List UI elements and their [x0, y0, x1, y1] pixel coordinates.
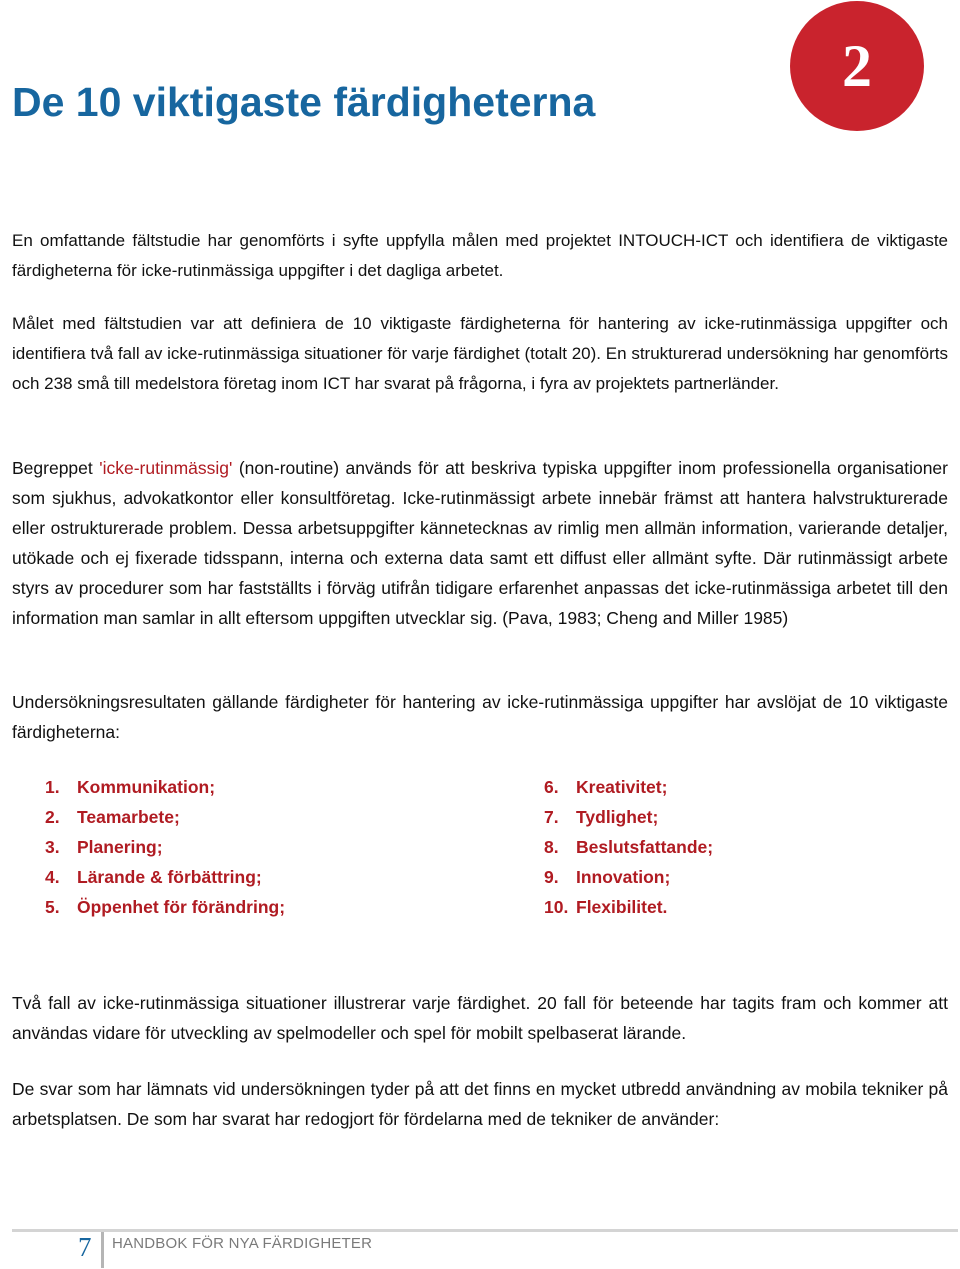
footer-separator	[101, 1232, 104, 1268]
list-item	[45, 802, 285, 832]
list-item-label: Innovation;	[576, 867, 671, 887]
list-item-number: 4.	[45, 867, 60, 887]
list-item-label: Beslutsfattande;	[576, 837, 714, 857]
page-title: De 10 viktigaste färdigheterna	[12, 79, 596, 125]
list-item-number: 5.	[45, 897, 60, 917]
definition-text-before: Begreppet	[12, 458, 100, 478]
definition-term: 'icke-rutinmässig'	[99, 458, 233, 478]
list-item	[45, 832, 285, 862]
paragraph-definition	[12, 453, 948, 633]
list-item-label: Kommunikation;	[77, 777, 216, 797]
paragraph-mobile-use: De svar som har lämnats vid undersökningen tyder på att det finns en mycket utbredd användning av mobila tekniker på arbetsplatsen. De som har svarat har redogjort för fördelarna med de tekniker de använder:	[12, 1079, 948, 1129]
list-item-number: 3.	[45, 837, 60, 857]
list-item-label: Öppenhet för förändring;	[77, 897, 286, 917]
list-item-label: Teamarbete;	[77, 807, 180, 827]
paragraph-intro: En omfattande fältstudie har genomförts i syfte uppfylla målen med projektet INTOUCH-ICT och identifiera de viktigaste färdigheterna för icke-rutinmässiga uppgifter i det dagliga arbetet.	[12, 231, 948, 280]
paragraph-cases: Två fall av icke-rutinmässiga situationer illustrerar varje färdighet. 20 fall för beteende har tagits fram och kommer att användas vidare för utveckling av spelmodeller och spel för mobilt spelbaserat lärande.	[12, 993, 948, 1043]
list-item-number: 1.	[45, 777, 60, 797]
skills-list-left	[45, 772, 285, 922]
list-item-number: 2.	[45, 807, 60, 827]
footer-divider	[12, 1229, 958, 1232]
list-item	[45, 862, 285, 892]
list-item	[544, 832, 713, 862]
paragraph-goal: Målet med fältstudien var att definiera de 10 viktigaste färdigheterna för hantering av icke-rutinmässiga uppgifter och identifiera två fall av icke-rutinmässiga situationer för varje färdighet (totalt 20). En strukturerad undersökning har genomförts och 238 små till medelstora företag inom ICT har svarat på frågorna, i fyra av projektets partnerländer.	[12, 314, 948, 393]
list-item-label: Flexibilitet.	[576, 897, 668, 917]
list-item-number: 6.	[544, 777, 559, 797]
list-item-label: Planering;	[77, 837, 163, 857]
list-item	[544, 772, 713, 802]
list-item-number: 9.	[544, 867, 559, 887]
list-item	[45, 892, 285, 922]
list-item-label: Tydlighet;	[576, 807, 659, 827]
page-number: 7	[78, 1232, 92, 1262]
paragraph-results: Undersökningsresultaten gällande färdigheter för hantering av icke-rutinmässiga uppgifter har avslöjat de 10 viktigaste färdigheterna:	[12, 692, 948, 742]
list-item	[544, 802, 713, 832]
list-item-number: 7.	[544, 807, 559, 827]
list-item-number: 10.	[544, 897, 569, 917]
list-item	[544, 892, 713, 922]
list-item-label: Lärande & förbättring;	[77, 867, 262, 887]
definition-text-after: (non-routine) används för att beskriva typiska uppgifter inom professionella organisationer som sjukhus, advokatkontor eller konsultföretag. Icke-rutinmässigt arbete innebär främst att hantera halvstrukturerade eller ostrukturerade problem. Dessa arbetsuppgifter kännetecknas av rimlig men allmän information, varierande detaljer, utökade och ej fixerade tidsspann, interna och externa data samt ett diffust eller allmänt syfte. Där rutinmässigt arbete styrs av procedurer som har fastställts i förväg utifrån tidigare erfarenhet anpassas det icke-rutinmässiga arbetet till den information man samlar in allt eftersom uppgiften utvecklar sig. (Pava, 1983; Cheng and Miller 1985)	[12, 458, 948, 628]
skills-list-right	[544, 772, 713, 922]
footer-title: HANDBOK FÖR NYA FÄRDIGHETER	[112, 1235, 373, 1252]
list-item-number: 8.	[544, 837, 559, 857]
list-item-label: Kreativitet;	[576, 777, 668, 797]
list-item	[45, 772, 285, 802]
chapter-number-badge: 2	[790, 1, 924, 131]
list-item	[544, 862, 713, 892]
